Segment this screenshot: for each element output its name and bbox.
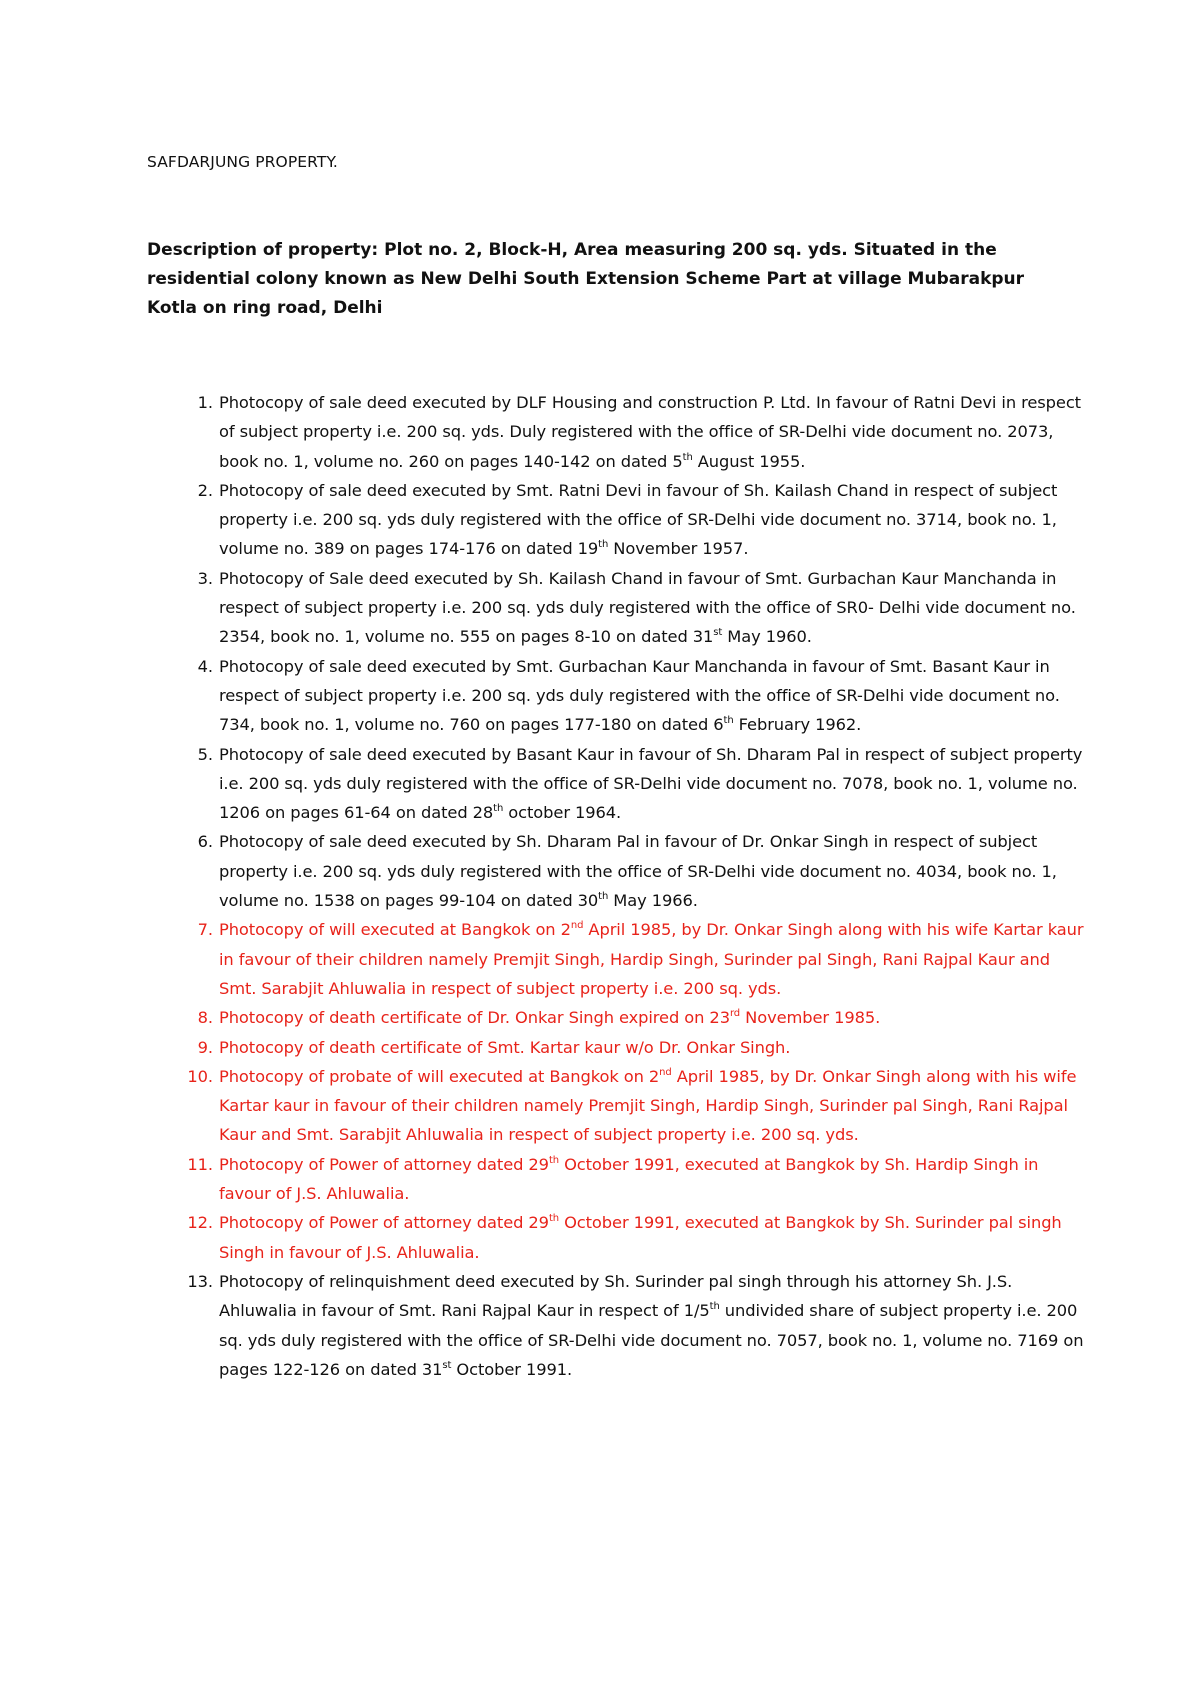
list-item-number: 9. bbox=[197, 1037, 213, 1057]
list-item-number: 13. bbox=[187, 1271, 213, 1291]
list-item-text bbox=[219, 393, 1081, 471]
list-item bbox=[147, 915, 1087, 1003]
list-item bbox=[147, 652, 1087, 740]
text-run: october 1964. bbox=[503, 803, 622, 823]
list-item-number: 10. bbox=[187, 1066, 213, 1086]
list-item-number: 5. bbox=[197, 744, 213, 764]
list-item-number: 4. bbox=[197, 656, 213, 676]
list-item-number: 11. bbox=[187, 1154, 213, 1174]
text-run: November 1985. bbox=[740, 1008, 881, 1028]
list-item-number: 12. bbox=[187, 1213, 213, 1233]
list-item-text bbox=[219, 745, 1082, 823]
list-item bbox=[147, 1003, 1087, 1032]
document-list bbox=[147, 388, 1087, 1384]
text-run: Photocopy of sale deed executed by Smt. Ratni Devi in favour of Sh. Kailash Chand in respect of subject property i.e. 200 sq. yds duly registered with the office of SR-Delhi vide document no. 3714, book no. 1, volume no. 389 on pages 174-176 on dated 19 bbox=[219, 480, 1058, 559]
ordinal-suffix: nd bbox=[570, 920, 584, 932]
list-item bbox=[147, 1062, 1087, 1150]
text-run: Photocopy of sale deed executed by Sh. Dharam Pal in favour of Dr. Onkar Singh in respect of subject property i.e. 200 sq. yds duly registered with the office of SR-Delhi vide document no. 4034, book no. 1, volume no. 1538 on pages 99-104 on dated 30 bbox=[219, 832, 1057, 911]
list-item-number: 3. bbox=[197, 568, 213, 588]
list-item bbox=[147, 827, 1087, 915]
page-title: SAFDARJUNG PROPERTY. bbox=[147, 153, 338, 171]
list-item bbox=[147, 1267, 1087, 1384]
list-item-number: 1. bbox=[197, 393, 213, 412]
text-run: October 1991. bbox=[451, 1359, 573, 1379]
list-item-text bbox=[219, 1272, 1083, 1379]
list-item bbox=[147, 1033, 1087, 1062]
text-run: May 1966. bbox=[608, 891, 698, 911]
list-item-text bbox=[219, 1213, 1062, 1261]
text-run: Photocopy of will executed at Bangkok on 2 bbox=[219, 920, 571, 940]
text-run: May 1960. bbox=[722, 627, 812, 647]
text-run: October 1991, executed at Bangkok by Sh. Surinder pal singh Singh in favour of J.S. Ahluwalia. bbox=[219, 1213, 1062, 1262]
list-item-text bbox=[219, 920, 1083, 998]
list-item-text bbox=[219, 1155, 1038, 1203]
list-item-text bbox=[219, 657, 1060, 735]
list-item-text bbox=[219, 481, 1057, 559]
ordinal-suffix: rd bbox=[729, 1008, 741, 1020]
text-run: August 1955. bbox=[692, 451, 806, 471]
ordinal-suffix: nd bbox=[659, 1066, 672, 1078]
text-run: Photocopy of probate of will executed at Bangkok on 2 bbox=[219, 1066, 660, 1086]
ordinal-suffix: th bbox=[598, 891, 609, 903]
list-item bbox=[147, 388, 1087, 476]
property-description: Description of property: Plot no. 2, Block-H, Area measuring 200 sq. yds. Situated in the residential colony known as New Delhi South Extension Scheme Part at village Mubarakpur Kotla on ring road, Delhi bbox=[147, 240, 1025, 318]
list-item bbox=[147, 1208, 1087, 1267]
list-item-number: 6. bbox=[197, 832, 213, 852]
ordinal-suffix: st bbox=[713, 627, 723, 639]
ordinal-suffix: th bbox=[709, 1301, 720, 1313]
list-item bbox=[147, 476, 1087, 564]
ordinal-suffix: st bbox=[442, 1359, 452, 1371]
text-run: Photocopy of sale deed executed by Basant Kaur in favour of Sh. Dharam Pal in respect of subject property i.e. 200 sq. yds duly registered with the office of SR-Delhi vide document no. 7078, book no. 1, volume no. 1206 on pages 61-64 on dated 28 bbox=[219, 744, 1083, 823]
list-item-number: 8. bbox=[197, 1008, 213, 1028]
text-run: Photocopy of Power of attorney dated 29 bbox=[219, 1213, 549, 1233]
text-run: April 1985, by Dr. Onkar Singh along with his wife Kartar kaur in favour of their children namely Premjit Singh, Hardip Singh, Surinder pal Singh, Rani Rajpal Kaur and Smt. Sarabjit Ahluwalia in respect of subject property i.e. 200 sq. yds. bbox=[219, 1066, 1077, 1145]
ordinal-suffix: th bbox=[682, 451, 693, 463]
list-item-text bbox=[219, 1008, 880, 1027]
ordinal-suffix: th bbox=[723, 715, 734, 727]
list-item-text bbox=[219, 569, 1076, 647]
text-run: Photocopy of Sale deed executed by Sh. Kailash Chand in favour of Smt. Gurbachan Kaur Manchanda in respect of subject property i.e. 200 sq. yds duly registered with the office of SR0- Delhi vide document no. 2354, book no. 1, volume no. 555 on pages 8-10 on dated 31 bbox=[219, 568, 1076, 647]
list-item-number: 7. bbox=[197, 920, 213, 940]
text-run: Photocopy of sale deed executed by Smt. Gurbachan Kaur Manchanda in favour of Smt. Basant Kaur in respect of subject property i.e. 200 sq. yds duly registered with the office of SR-Delhi vide document no. 734, book no. 1, volume no. 760 on pages 177-180 on dated 6 bbox=[219, 656, 1060, 735]
ordinal-suffix: th bbox=[548, 1213, 559, 1225]
text-run: February 1962. bbox=[733, 715, 862, 735]
list-item bbox=[147, 1150, 1087, 1209]
list-item bbox=[147, 740, 1087, 828]
ordinal-suffix: th bbox=[548, 1154, 559, 1166]
text-run: undivided share of subject property i.e. 200 sq. yds duly registered with the office of SR-Delhi vide document no. 7057, book no. 1, volume no. 7169 on pages 122-126 on dated 31 bbox=[219, 1301, 1084, 1379]
text-run: Photocopy of relinquishment deed executed by Sh. Surinder pal singh through his attorney Sh. J.S. Ahluwalia in favour of Smt. Rani Rajpal Kaur in respect of 1/5 bbox=[219, 1271, 1013, 1321]
text-run: Photocopy of sale deed executed by DLF Housing and construction P. Ltd. In favour of Ratni Devi in respect of subject property i.e. 200 sq. yds. Duly registered with the office of SR-Delhi vide document no. 2073, book no. 1, volume no. 260 on pages 140-142 on dated 5 bbox=[219, 393, 1081, 471]
list-item bbox=[147, 564, 1087, 652]
text-run: April 1985, by Dr. Onkar Singh along with his wife Kartar kaur in favour of their children namely Premjit Singh, Hardip Singh, Surinder pal Singh, Rani Rajpal Kaur and Smt. Sarabjit Ahluwalia in respect of subject property i.e. 200 sq. yds. bbox=[219, 920, 1084, 998]
list-item-number: 2. bbox=[197, 480, 213, 500]
text-run: Photocopy of death certificate of Dr. Onkar Singh expired on 23 bbox=[219, 1008, 730, 1028]
text-run: Photocopy of Power of attorney dated 29 bbox=[219, 1154, 549, 1174]
list-item-text bbox=[219, 1038, 790, 1057]
text-run: Photocopy of death certificate of Smt. Kartar kaur w/o Dr. Onkar Singh. bbox=[219, 1037, 791, 1057]
ordinal-suffix: th bbox=[493, 803, 504, 815]
list-item-text bbox=[219, 832, 1057, 910]
ordinal-suffix: th bbox=[598, 539, 609, 551]
text-run: October 1991, executed at Bangkok by Sh. Hardip Singh in favour of J.S. Ahluwalia. bbox=[219, 1154, 1039, 1204]
list-item-text bbox=[219, 1067, 1076, 1145]
text-run: November 1957. bbox=[608, 539, 749, 559]
